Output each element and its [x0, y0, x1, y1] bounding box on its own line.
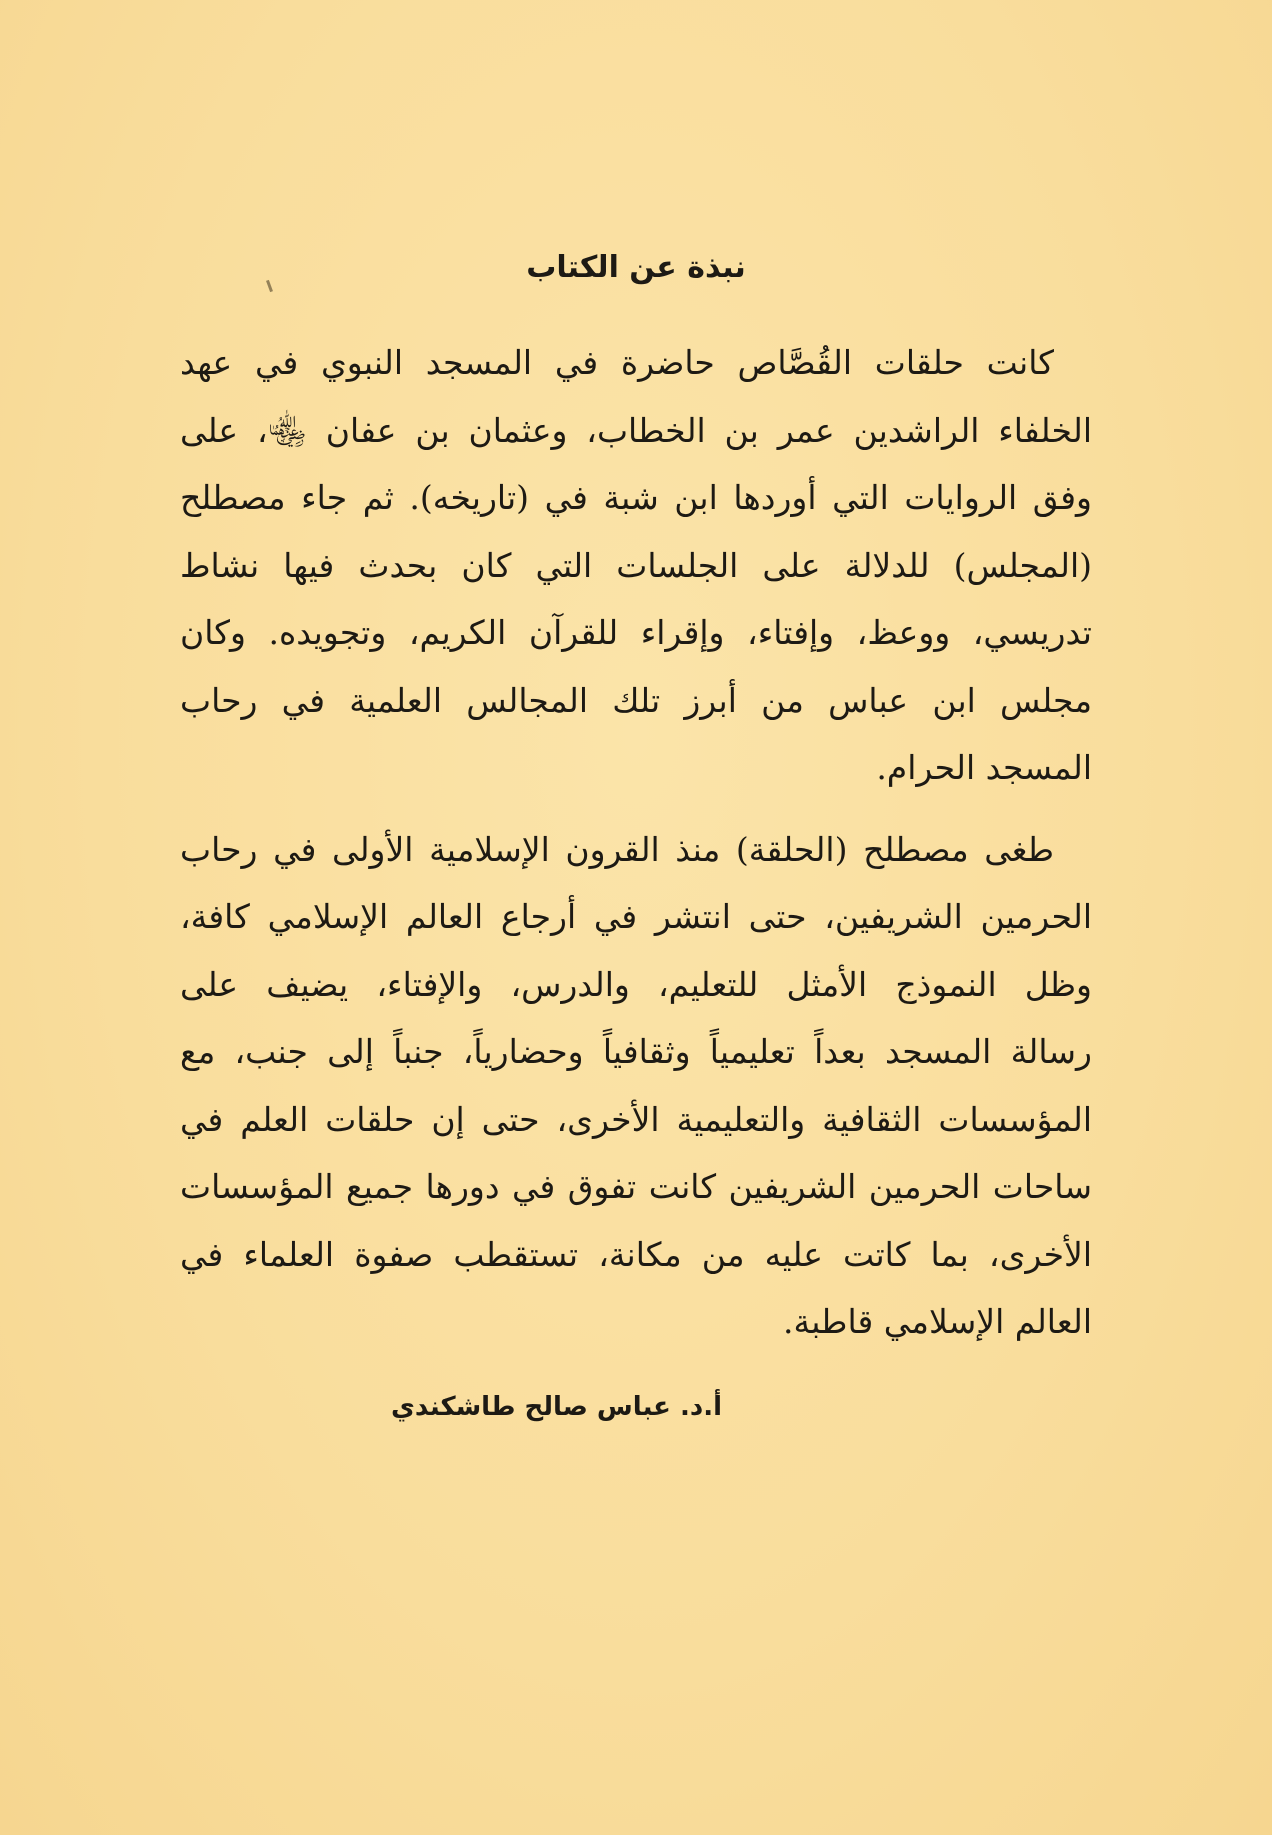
text-line: تدريسي، ووعظ، وإفتاء، وإقراء للقرآن الكريم، وتجويده. وكان — [180, 613, 1092, 652]
text-line: الخلفاء الراشدين عمر بن الخطاب، وعثمان بن عفان ﵄، على — [180, 410, 1092, 450]
text-line: طغى مصطلح (الحلقة) منذ القرون الإسلامية الأولى في رحاب — [180, 829, 1054, 869]
text-line: المؤسسات الثقافية والتعليمية الأخرى، حتى إن حلقات العلم في — [180, 1099, 1092, 1139]
text-line: رسالة المسجد بعداً تعليمياً وثقافياً وحضارياً، جنباً إلى جنب، مع — [180, 1032, 1092, 1071]
text-line: العالم الإسلامي قاطبة. — [783, 1302, 1092, 1341]
content-area — [180, 250, 1092, 1422]
text-line: (المجلس) للدلالة على الجلسات التي كان بحدث فيها نشاط — [180, 545, 1092, 585]
paragraph-1 — [180, 329, 1092, 802]
text-line: المسجد الحرام. — [876, 748, 1092, 787]
paragraph-gap — [180, 802, 1092, 816]
author-signature: أ.د. عباس صالح طاشكندي — [391, 1391, 722, 1422]
text-line: مجلس ابن عباس من أبرز تلك المجالس العلمية في رحاب — [180, 680, 1092, 720]
text-line: وفق الروايات التي أوردها ابن شبة في (تاريخه). ثم جاء مصطلح — [180, 478, 1092, 517]
text-line: كانت حلقات القُصَّاص حاضرة في المسجد النبوي في عهد — [180, 343, 1054, 382]
section-title: نبذة عن الكتاب — [526, 250, 746, 285]
paragraph-2 — [180, 816, 1092, 1356]
text-line: الأخرى، بما كاتت عليه من مكانة، تستقطب صفوة العلماء في — [180, 1234, 1092, 1274]
text-line: وظل النموذج الأمثل للتعليم، والدرس، والإفتاء، يضيف على — [180, 964, 1092, 1004]
text-line: الحرمين الشريفين، حتى انتشر في أرجاع العالم الإسلامي كافة، — [180, 897, 1092, 936]
text-line: ساحات الحرمين الشريفين كانت تفوق في دورها جميع المؤسسات — [180, 1167, 1092, 1206]
